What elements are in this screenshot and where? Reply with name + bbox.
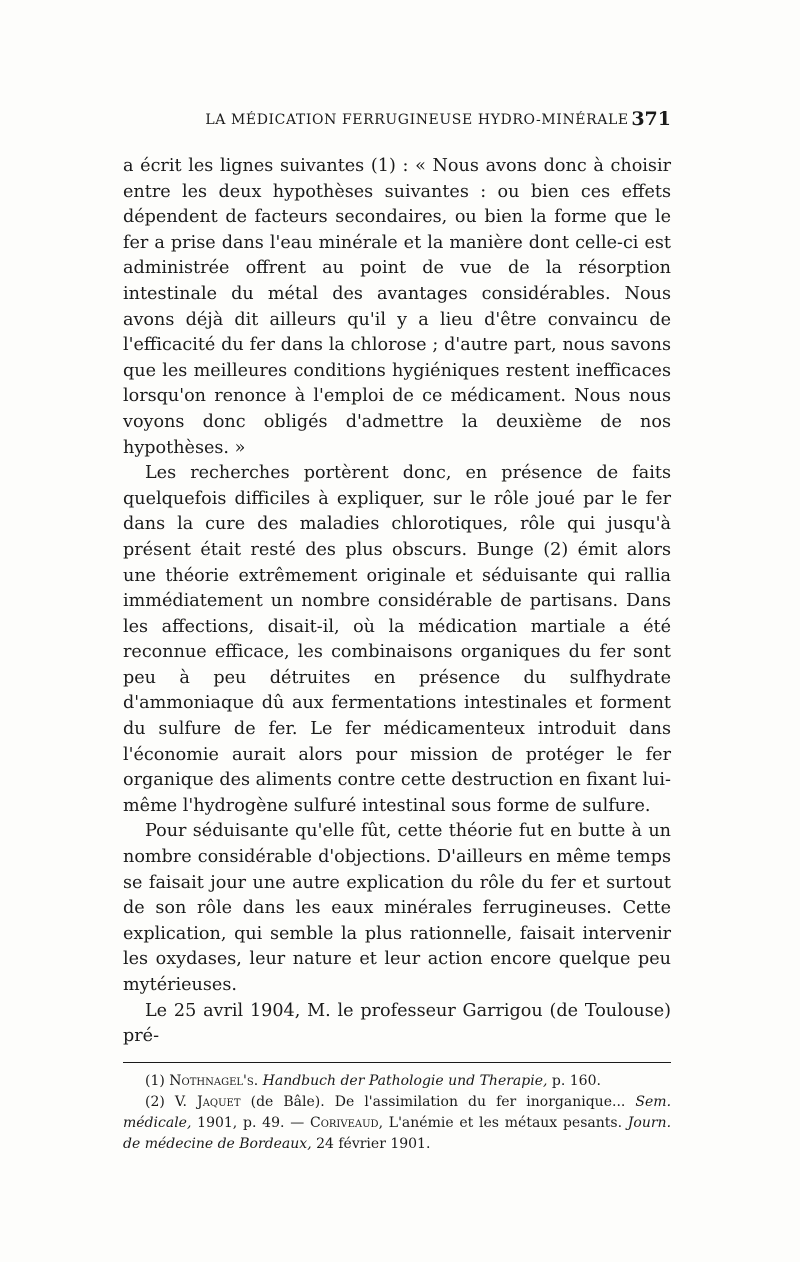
footnote-2-journal-2: Journ. de médecine de Bordeaux, [123, 1114, 672, 1152]
footnotes [123, 1071, 671, 1155]
footnote-2 [123, 1092, 671, 1155]
running-title: LA MÉDICATION FERRUGINEUSE HYDRO-MINÉRALE [205, 112, 629, 128]
paragraph-1: a écrit les lignes suivantes (1) : « Nous avons donc à choisir entre les deux hypothèses suivantes : ou bien ces effets dépendent de facteurs secondaires, ou bien la forme que le fer a prise dans l'eau minérale et la manière dont celle-ci est administrée offrent au point de vue de la résorption intestinale du métal des avantages considérables. Nous avons déjà dit ailleurs qu'il y a lieu d'être convaincu de l'efficacité du fer dans la chlorose ; d'autre part, nous savons que les meilleures conditions hygiéniques restent inefficaces lorsqu'on renonce à l'emploi de ce médicament. Nous nous voyons donc obligés d'admettre la deuxième de nos hypothèses. » [123, 156, 671, 458]
paragraph-2: Les recherches portèrent donc, en présence de faits quelquefois difficiles à expliquer, sur le rôle joué par le fer dans la cure des maladies chlorotiques, rôle qui jusqu'à présent était resté des plus obscurs. Bunge (2) émit alors une théorie extrêmement originale et séduisante qui rallia immédiatement un nombre considérable de partisans. Dans les affections, disait-il, où la médication martiale a été reconnue efficace, les combinaisons organiques du fer sont peu à peu détruites en présence du sulfhydrate d'ammoniaque dû aux fermentations intestinales et forment du sulfure de fer. Le fer médicamenteux introduit dans l'économie aurait alors pour mission de protéger le fer organique des aliments contre cette destruction en fixant lui-même l'hydrogène sulfuré intestinal sous forme de sulfure. [123, 463, 671, 816]
footnote-2-text-4: 24 février 1901. [316, 1135, 431, 1152]
footnote-2-text-2: 1901, p. 49. — [197, 1114, 305, 1131]
paragraph-4: Le 25 avril 1904, M. le professeur Garrigou (de Toulouse) pré- [123, 1000, 671, 1047]
main-text [123, 154, 671, 1050]
page-number: 371 [631, 108, 671, 130]
footnote-1-marker: (1) [145, 1072, 165, 1089]
footnote-2-author-2: Coriveaud, [309, 1114, 384, 1131]
footnote-2-text-1: (de Bâle). De l'assimilation du fer inorganique... [250, 1093, 626, 1110]
footnote-rule [123, 1062, 671, 1063]
paragraph-3: Pour séduisante qu'elle fût, cette théorie fut en butte à un nombre considérable d'objections. D'ailleurs en même temps se faisait jour une autre explication du rôle du fer et surtout de son rôle dans les eaux minérales ferrugineuses. Cette explication, qui semble la plus rationnelle, faisait intervenir les oxydases, leur nature et leur action encore quelque peu mytérieuses. [123, 821, 671, 995]
footnote-1 [123, 1071, 671, 1092]
running-header [123, 108, 671, 138]
footnote-2-text-3: L'anémie et les métaux pesants. [388, 1114, 623, 1131]
book-page [123, 108, 672, 1155]
footnote-2-marker: (2) V. [145, 1093, 188, 1110]
footnote-1-title: Handbuch der Pathologie und Therapie, [262, 1072, 548, 1089]
footnote-1-author: Nothnagel's. [169, 1072, 259, 1089]
footnote-1-rest: p. 160. [551, 1072, 601, 1089]
footnote-2-author-1: Jaquet [197, 1093, 241, 1110]
footnote-2-journal-1: Sem. médicale, [123, 1093, 672, 1131]
